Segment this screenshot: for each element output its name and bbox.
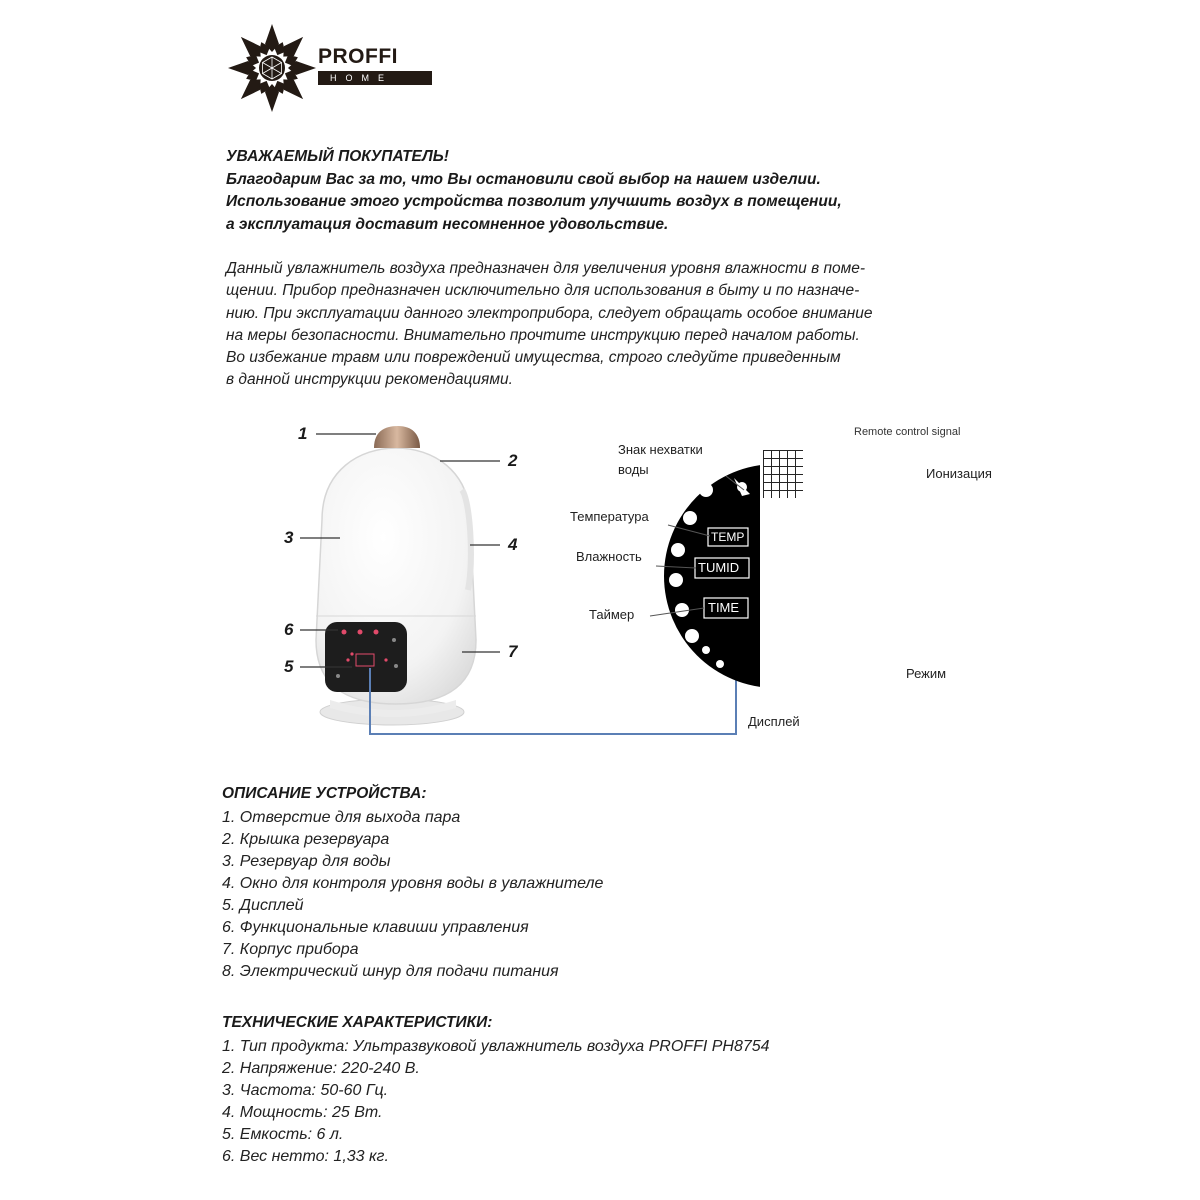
specs-item: 2. Напряжение: 220-240 В.: [222, 1060, 420, 1077]
description-title: ОПИСАНИЕ УСТРОЙСТВА:: [222, 785, 427, 802]
description-item: 7. Корпус прибора: [222, 941, 359, 958]
specs-item: 5. Емкость: 6 л.: [222, 1126, 344, 1143]
intro-line: в данной инструкции рекомендациями.: [226, 371, 513, 389]
humidity-label: Влажность: [576, 549, 642, 564]
greeting-block: [226, 146, 986, 236]
description-section: [222, 785, 982, 983]
callout-number-3: 3: [284, 528, 294, 547]
intro-line: на меры безопасности. Внимательно прочтите инструкцию перед началом работы.: [226, 326, 860, 344]
time-box-label: TIME: [708, 600, 740, 615]
greeting-line: Благодарим Вас за то, что Вы остановили свой выбор на нашем изделии.: [226, 170, 821, 188]
timer-option-8: 8: [847, 600, 855, 615]
description-item: 1. Отверстие для выхода пара: [222, 809, 461, 826]
callout-number-6: 6: [284, 620, 294, 639]
logo-sub: HOME: [318, 71, 432, 85]
mode-label: Режим: [906, 666, 947, 681]
greeting-line: а эксплуатация доставит несомненное удовольствие.: [226, 215, 669, 233]
brand-logo-text: [318, 46, 432, 85]
mode-digit: 3: [764, 623, 799, 691]
callout-number-7: 7: [508, 642, 518, 661]
specs-title: ТЕХНИЧЕСКИЕ ХАРАКТЕРИСТИКИ:: [222, 1014, 493, 1031]
specs-item: 3. Частота: 50-60 Гц.: [222, 1082, 389, 1099]
callout-number-2: 2: [508, 451, 518, 470]
timer-label: Таймер: [589, 607, 635, 622]
callout-number-1: 1: [298, 424, 308, 443]
description-item: 6. Функциональные клавиши управления: [222, 919, 529, 936]
water-shortage-label-1: Знак нехватки: [618, 442, 703, 457]
greeting-title: УВАЖАЕМЫЙ ПОКУПАТЕЛЬ!: [226, 148, 449, 165]
display-digits: 85: [756, 511, 838, 585]
callout-number-4: 4: [508, 535, 518, 554]
callout-number-5: 5: [284, 657, 294, 676]
remote-signal-grid: [763, 450, 803, 498]
timer-option-2: 2: [793, 600, 801, 615]
specs-item: 1. Тип продукта: Ультразвуковой увлажнитель воздуха PROFFI PH8754: [222, 1038, 770, 1055]
remote-signal-label: Remote control signal: [854, 426, 961, 438]
intro-line: Данный увлажнитель воздуха предназначен для увеличения уровня влажности в поме-: [226, 260, 866, 277]
intro-line: Во избежание травм или повреждений имущества, строго следуйте приведенным: [226, 349, 841, 367]
description-item: 4. Окно для контроля уровня воды в увлажнителе: [222, 875, 604, 892]
intro-line: щении. Прибор предназначен исключительно для использования в быту и по назначе-: [226, 282, 860, 300]
intro-paragraph: [226, 258, 986, 392]
specs-section: [222, 1014, 982, 1168]
ionization-label: Ионизация: [926, 466, 992, 481]
temp-box-label: TEMP: [711, 530, 745, 544]
greeting-line: Использование этого устройства позволит улучшить воздух в помещении,: [226, 193, 842, 210]
specs-item: 4. Мощность: 25 Вт.: [222, 1104, 383, 1121]
brand-logo-icon: [226, 22, 318, 114]
timer-option-4: 4: [820, 600, 828, 615]
intro-line: нию. При эксплуатации данного электроприбора, следует обращать особое внимание: [226, 304, 873, 322]
description-item: 3. Резервуар для воды: [222, 853, 391, 870]
display-label: Дисплей: [748, 714, 800, 729]
humidifier-illustration: [280, 420, 760, 750]
timer-option-1: 1: [766, 600, 774, 615]
logo-brand: PROFFI: [318, 45, 398, 68]
humid-box-label: TUMID: [698, 560, 740, 575]
specs-item: 6. Вес нетто: 1,33 кг.: [222, 1148, 389, 1165]
water-shortage-label-2: воды: [618, 462, 649, 477]
unit-rh: %RH: [836, 563, 867, 578]
description-item: 2. Крышка резервуара: [222, 831, 390, 848]
unit-celsius: °C: [836, 536, 851, 551]
description-item: 5. Дисплей: [222, 897, 304, 914]
description-item: 8. Электрический шнур для подачи питания: [222, 963, 559, 980]
temperature-label: Температура: [570, 509, 649, 524]
